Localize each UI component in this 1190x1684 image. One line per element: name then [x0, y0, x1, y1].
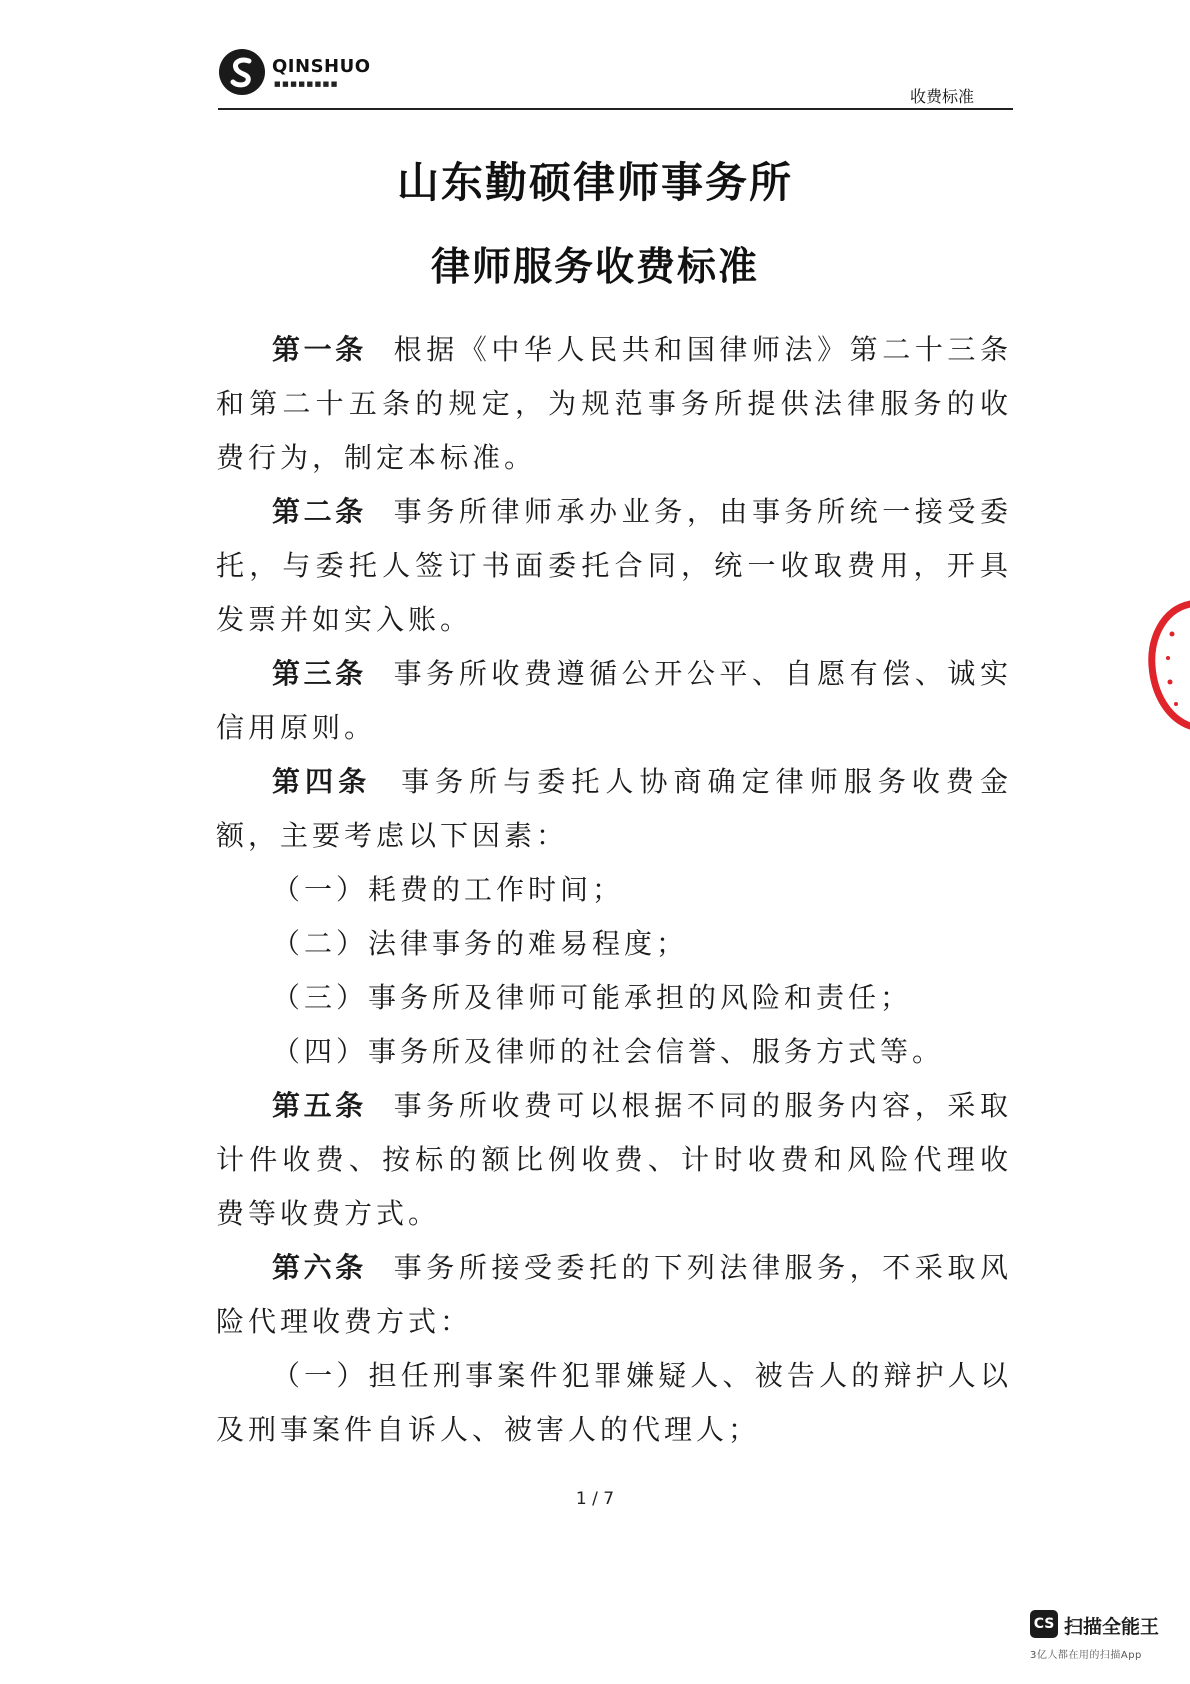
- scanner-watermark: [1030, 1610, 1190, 1670]
- list-item: （四）事务所及律师的社会信誉、服务方式等。: [272, 1035, 945, 1068]
- list-item: （一）耗费的工作时间；: [272, 873, 625, 906]
- qinshuo-s-logo-icon: [218, 48, 266, 96]
- header-divider: [218, 108, 1013, 110]
- article-2: [216, 485, 1012, 647]
- section-label: 收费标准: [910, 87, 975, 106]
- camscanner-logo-icon: CS: [1030, 1610, 1058, 1638]
- article-heading: 第一条: [272, 333, 367, 366]
- article-6: [216, 1241, 1012, 1349]
- article-text: 事务所律师承办业务，由事务所统一接受委托，与委托人签订书面委托合同，统一收取费用，开具发票并如实入账。: [216, 495, 1012, 636]
- document-title: 山东勤硕律师事务所: [396, 158, 793, 207]
- red-seal-stamp-icon: [1132, 600, 1190, 730]
- logo-subtext-dots: ■■■■■■■■: [274, 80, 339, 88]
- document-subtitle: 律师服务收费标准: [430, 245, 759, 290]
- article-heading: 第四条: [272, 765, 372, 798]
- article-4: [216, 755, 1012, 863]
- document-body: [216, 323, 1012, 1457]
- article-text: 事务所与委托人协商确定律师服务收费金额，主要考虑以下因素：: [216, 765, 1012, 852]
- list-item: （一）担任刑事案件犯罪嫌疑人、被告人的辩护人以及刑事案件自诉人、被害人的代理人；: [216, 1359, 1012, 1446]
- article-text: 根据《中华人民共和国律师法》第二十三条和第二十五条的规定，为规范事务所提供法律服务的收费行为，制定本标准。: [216, 333, 1012, 474]
- article-heading: 第二条: [272, 495, 367, 528]
- watermark-app-name: 扫描全能王: [1064, 1616, 1160, 1638]
- article-5: [216, 1079, 1012, 1241]
- article-3: [216, 647, 1012, 755]
- article-heading: 第三条: [272, 657, 367, 690]
- article-heading: 第五条: [272, 1089, 367, 1122]
- firm-logo: [218, 48, 371, 100]
- watermark-slogan: 3亿人都在用的扫描App: [1030, 1650, 1142, 1661]
- article-heading: 第六条: [272, 1251, 367, 1284]
- page-number: 1 / 7: [575, 1489, 615, 1509]
- article-text: 事务所收费遵循公开公平、自愿有偿、诚实信用原则。: [216, 657, 1012, 744]
- article-1: [216, 323, 1012, 485]
- article-text: 事务所收费可以根据不同的服务内容，采取计件收费、按标的额比例收费、计时收费和风险代理收费等收费方式。: [216, 1089, 1012, 1230]
- article-text: 事务所接受委托的下列法律服务，不采取风险代理收费方式：: [216, 1251, 1012, 1338]
- logo-wordmark: QINSHUO: [272, 56, 371, 77]
- list-item: （二）法律事务的难易程度；: [272, 927, 689, 960]
- list-item: （三）事务所及律师可能承担的风险和责任；: [272, 981, 913, 1014]
